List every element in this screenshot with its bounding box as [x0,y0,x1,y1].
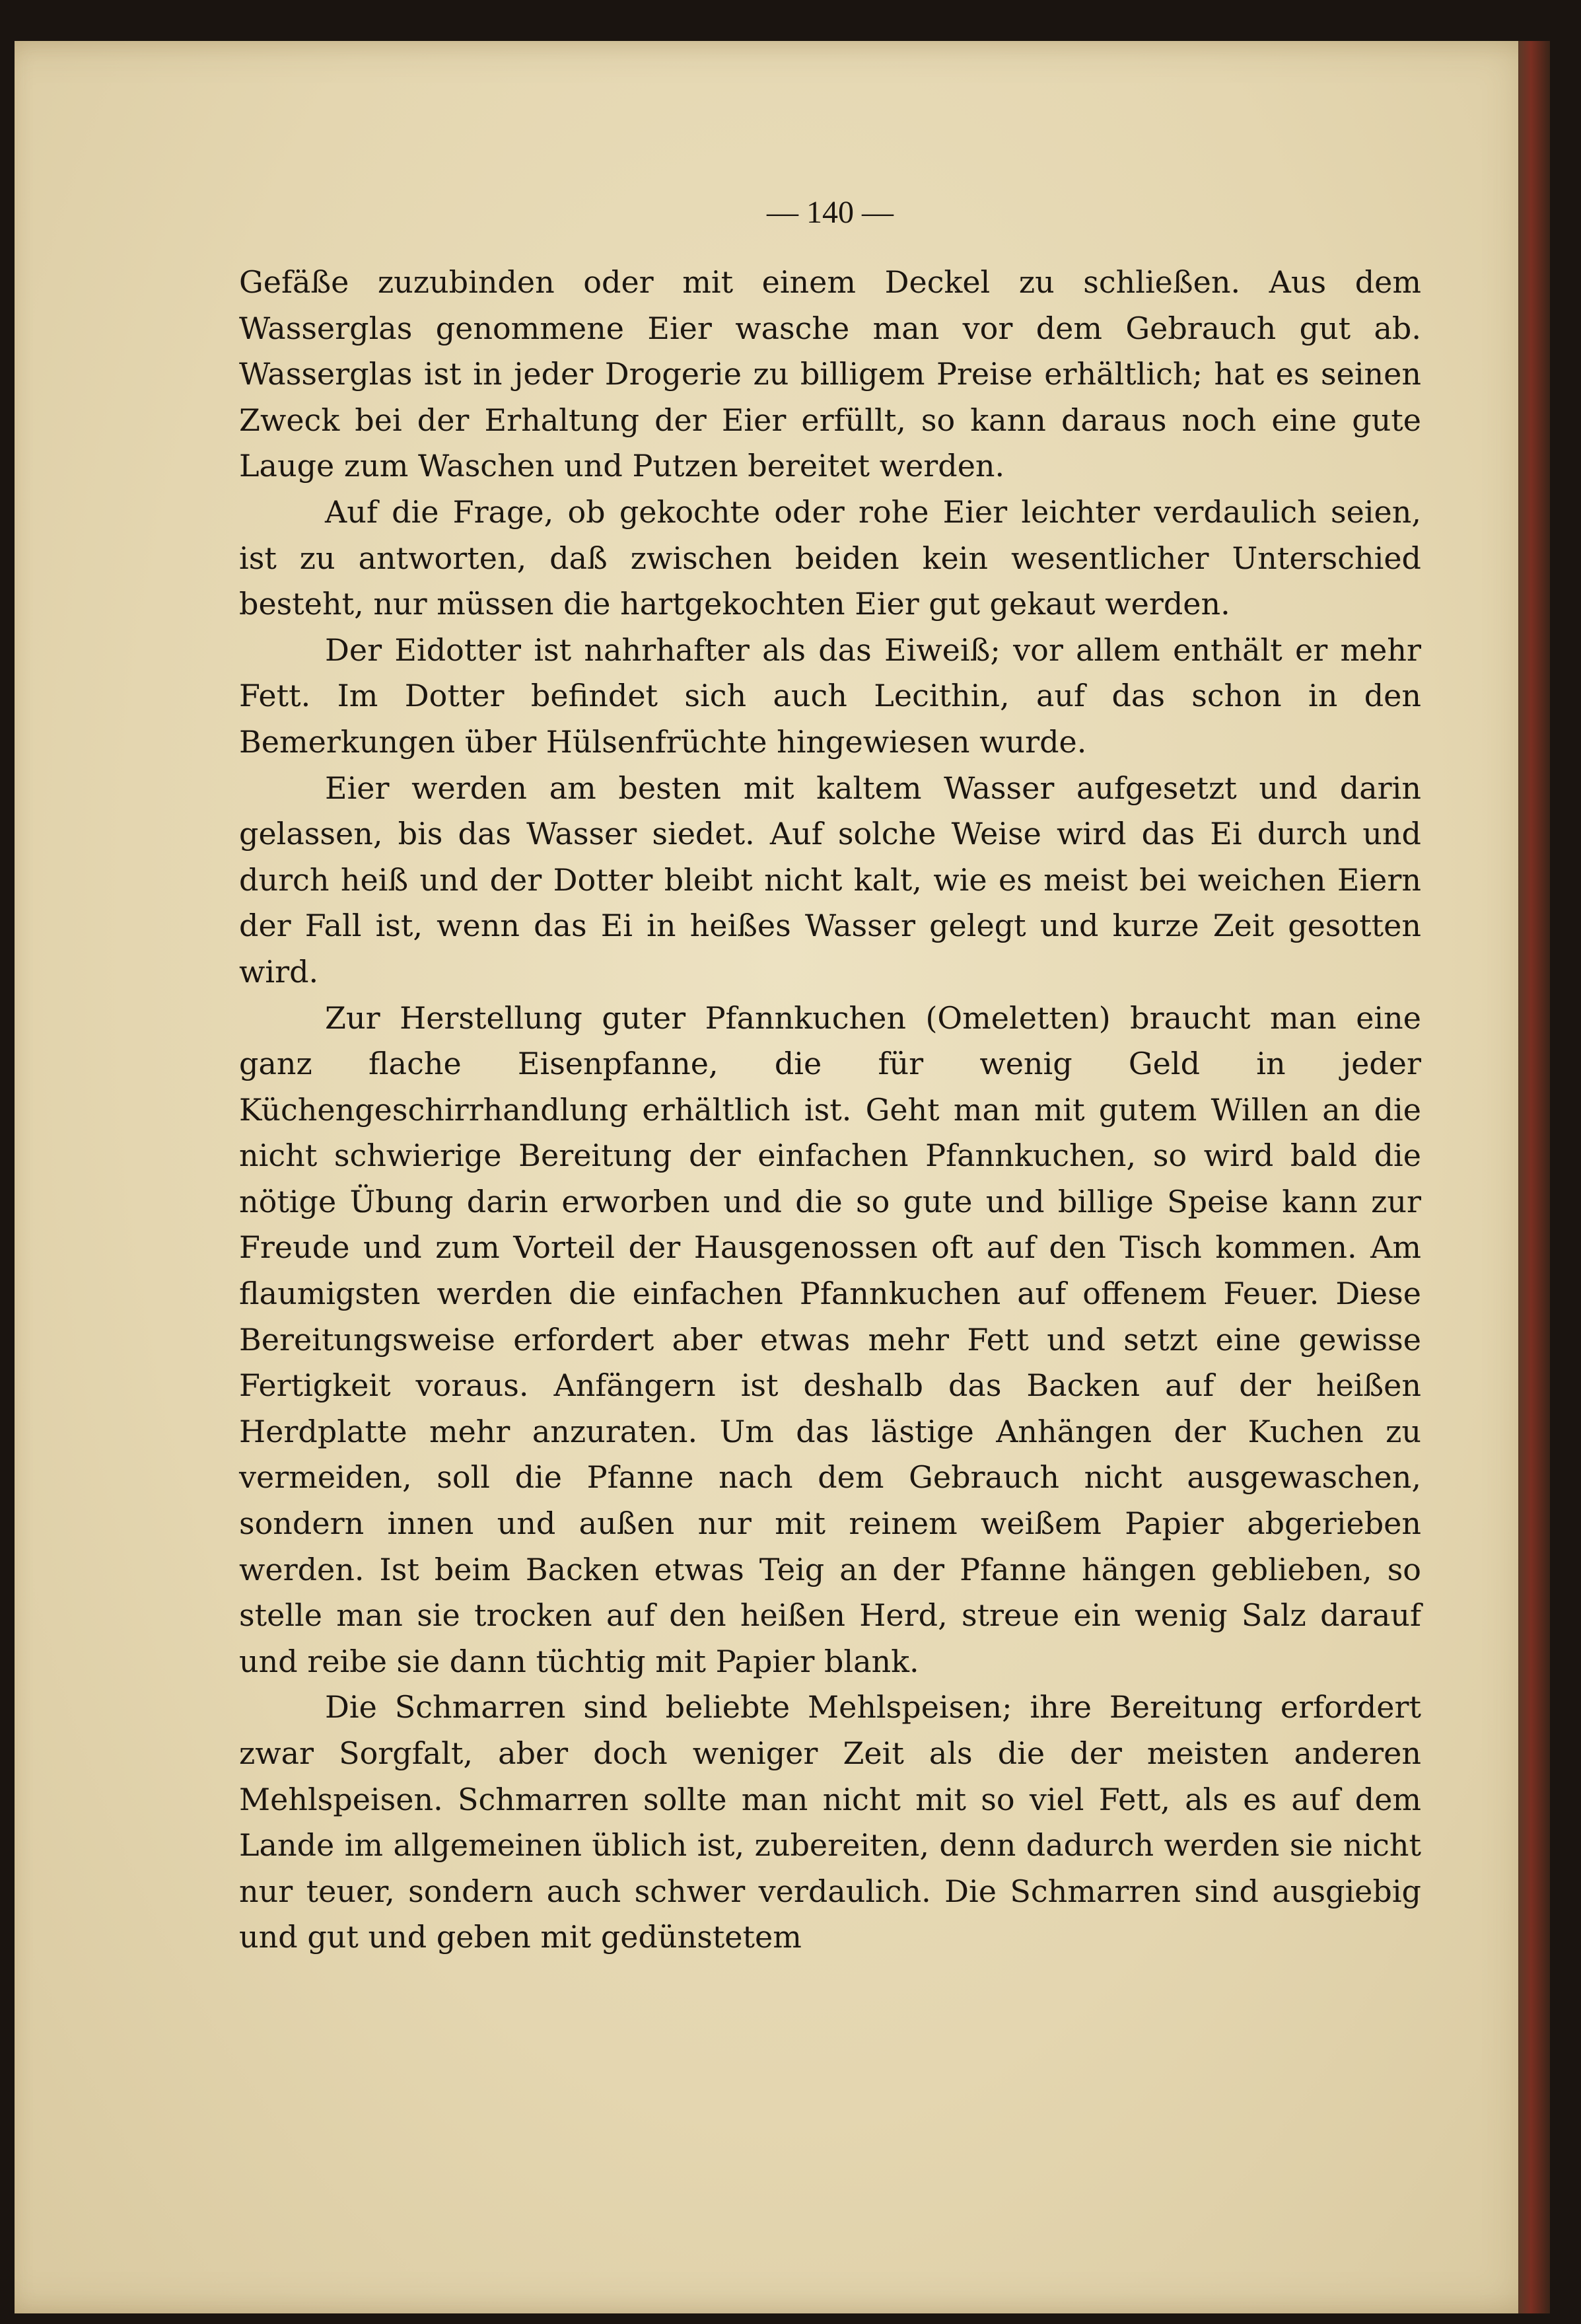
book-page [15,41,1550,2313]
paragraph: Die Schmarren sind beliebte Mehlspeisen; ihre Bereitung erfordert zwar Sorgfalt, aber doch weniger Zeit als die der meisten anderen Mehlspeisen. Schmarren sollte man nicht mit so viel Fett, als es auf dem Lande im allgemeinen üblich ist, zubereiten, denn dadurch werden sie nicht nur teuer, sondern auch schwer verdaulich. Die Schmarren sind ausgiebig und gut und geben mit gedünstetem [239,1689,1421,1955]
paragraph: Zur Herstellung guter Pfannkuchen (Omeletten) braucht man eine ganz flache Eisenpfanne, die für wenig Geld in jeder Küchengeschirrhandlung erhältlich ist. Geht man mit gutem Willen an die nicht schwierige Bereitung der einfachen Pfannkuchen, so wird bald die nötige Übung darin erworben und die so gute und billige Speise kann zur Freude und zum Vorteil der Hausgenossen oft auf den Tisch kommen. Am flaumigsten werden die einfachen Pfannkuchen auf offenem Feuer. Diese Bereitungsweise erfordert aber etwas mehr Fett und setzt eine gewisse Fertigkeit voraus. Anfängern ist deshalb das Backen auf der heißen Herdplatte mehr anzuraten. Um das lästige Anhängen der Kuchen zu vermeiden, soll die Pfanne nach dem Gebrauch nicht ausgewaschen, sondern innen und außen nur mit reinem weißem Papier abgerieben werden. Ist beim Backen etwas Teig an der Pfanne hängen geblieben, so stelle man sie trocken auf den heißen Herd, streue ein wenig Salz darauf und reibe sie dann tüchtig mit Papier blank. [239,999,1421,1679]
book-cover-edge [1518,41,1550,2313]
page-number: — 140 — [767,195,894,230]
paragraph: Gefäße zuzubinden oder mit einem Deckel zu schließen. Aus dem Wasserglas genommene Eier wasche man vor dem Gebrauch gut ab. Wasserglas ist in jeder Drogerie zu billigem Preise erhältlich; hat es seinen Zweck bei der Erhaltung der Eier erfüllt, so kann daraus noch eine gute Lauge zum Waschen und Putzen bereitet werden. [239,264,1421,484]
paragraph: Eier werden am besten mit kaltem Wasser aufgesetzt und darin gelassen, bis das Wasser siedet. Auf solche Weise wird das Ei durch und durch heiß und der Dotter bleibt nicht kalt, wie es meist bei weichen Eiern der Fall ist, wenn das Ei in heißes Wasser gelegt und kurze Zeit gesotten wird. [239,770,1421,990]
paragraph: Der Eidotter ist nahrhafter als das Eiweiß; vor allem enthält er mehr Fett. Im Dotter befindet sich auch Lecithin, auf das schon in den Bemerkungen über Hülsenfrüchte hingewiesen wurde. [239,632,1421,760]
text-block [239,194,1421,1961]
paragraph: Auf die Frage, ob gekochte oder rohe Eier leichter verdaulich seien, ist zu antworten, daß zwischen beiden kein wesentlicher Unterschied besteht, nur müssen die hartgekochten Eier gut gekaut werden. [239,493,1421,622]
